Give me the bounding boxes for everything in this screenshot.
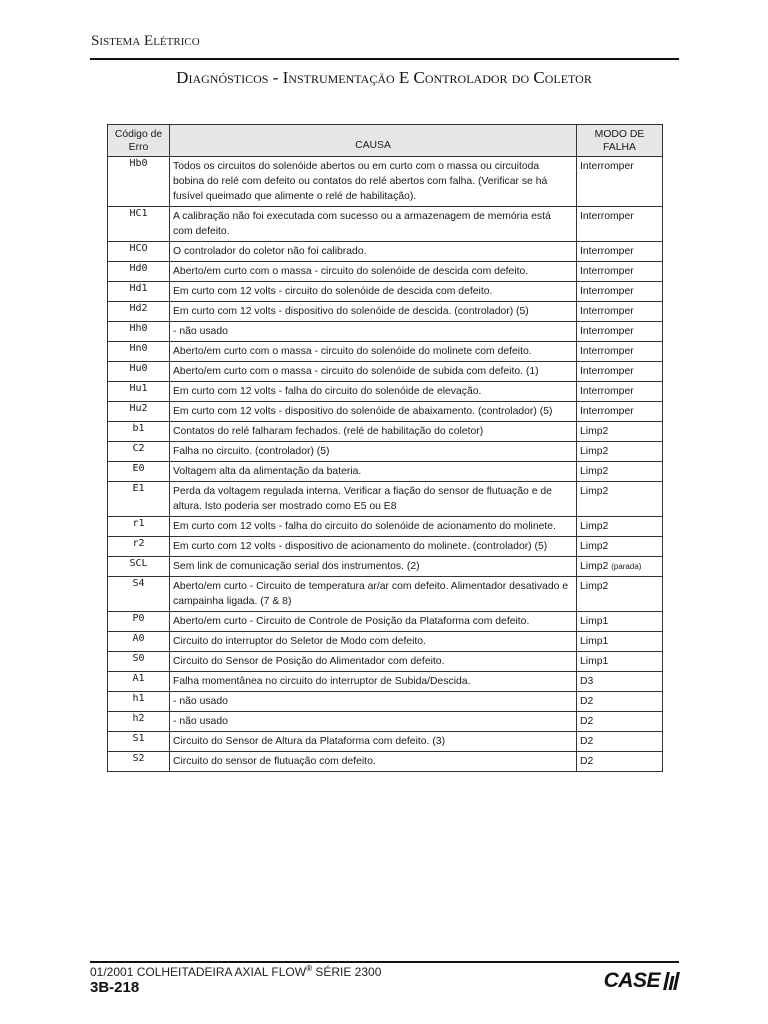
error-code: Hd2 <box>108 302 170 322</box>
ih-mark-icon <box>665 972 678 990</box>
failure-mode-value: Limp2 <box>580 486 609 497</box>
failure-mode <box>577 537 663 557</box>
failure-mode-value: D3 <box>580 676 594 687</box>
error-cause: Falha momentânea no circuito do interruptor de Subida/Descida. <box>170 672 577 692</box>
error-code: Hu0 <box>108 362 170 382</box>
table-row <box>108 402 663 422</box>
failure-mode-value: Limp2 <box>580 446 609 457</box>
error-code: Hu2 <box>108 402 170 422</box>
error-code: P0 <box>108 612 170 632</box>
table-row <box>108 242 663 262</box>
table-row <box>108 692 663 712</box>
error-code: r2 <box>108 537 170 557</box>
failure-mode-value: D2 <box>580 696 594 707</box>
failure-mode-value: Limp1 <box>580 616 609 627</box>
table-row <box>108 322 663 342</box>
failure-mode <box>577 382 663 402</box>
failure-mode <box>577 282 663 302</box>
table-row <box>108 207 663 242</box>
failure-mode <box>577 157 663 207</box>
table-row <box>108 712 663 732</box>
error-cause: Em curto com 12 volts - circuito do solenóide de descida com defeito. <box>170 282 577 302</box>
error-code: h1 <box>108 692 170 712</box>
error-cause: A calibração não foi executada com sucesso ou a armazenagem de memória está com defeito. <box>170 207 577 242</box>
failure-mode <box>577 462 663 482</box>
error-code: A1 <box>108 672 170 692</box>
error-cause: Em curto com 12 volts - dispositivo de acionamento do molinete. (controlador) (5) <box>170 537 577 557</box>
failure-mode-value: Interromper <box>580 346 634 357</box>
table-row <box>108 157 663 207</box>
table-row <box>108 652 663 672</box>
failure-mode-value: Limp2 <box>580 561 609 572</box>
table-row <box>108 612 663 632</box>
failure-mode <box>577 302 663 322</box>
error-cause: Contatos do relé falharam fechados. (relé de habilitação do coletor) <box>170 422 577 442</box>
error-cause: Em curto com 12 volts - falha do circuito do solenóide de elevação. <box>170 382 577 402</box>
table-row <box>108 752 663 772</box>
error-cause: Em curto com 12 volts - falha do circuito do solenóide de acionamento do molinete. <box>170 517 577 537</box>
table-row <box>108 557 663 577</box>
error-cause: - não usado <box>170 712 577 732</box>
header-rule <box>90 58 679 60</box>
error-cause: Voltagem alta da alimentação da bateria. <box>170 462 577 482</box>
error-cause: O controlador do coletor não foi calibrado. <box>170 242 577 262</box>
error-code: Hh0 <box>108 322 170 342</box>
table-row <box>108 382 663 402</box>
error-code: E1 <box>108 482 170 517</box>
failure-mode-value: Interromper <box>580 386 634 397</box>
failure-mode <box>577 612 663 632</box>
failure-mode-value: Limp1 <box>580 656 609 667</box>
error-cause: Circuito do Sensor de Altura da Plataforma com defeito. (3) <box>170 732 577 752</box>
failure-mode <box>577 517 663 537</box>
failure-mode-value: D2 <box>580 756 594 767</box>
failure-mode <box>577 577 663 612</box>
failure-mode-value: Limp2 <box>580 466 609 477</box>
table-row <box>108 362 663 382</box>
failure-mode-value: Limp2 <box>580 541 609 552</box>
footer-rule <box>90 961 679 963</box>
table-row <box>108 672 663 692</box>
failure-mode-value: Interromper <box>580 306 634 317</box>
error-cause: Circuito do interruptor do Seletor de Modo com defeito. <box>170 632 577 652</box>
failure-mode <box>577 242 663 262</box>
failure-mode-value: Interromper <box>580 366 634 377</box>
failure-mode-value: Interromper <box>580 161 634 172</box>
failure-mode <box>577 652 663 672</box>
failure-mode-value: Limp2 <box>580 521 609 532</box>
error-cause: Sem link de comunicação serial dos instrumentos. (2) <box>170 557 577 577</box>
failure-mode-value: D2 <box>580 736 594 747</box>
case-ih-logo <box>582 966 678 996</box>
failure-mode <box>577 712 663 732</box>
error-cause: Aberto/em curto - Circuito de temperatura ar/ar com defeito. Alimentador desativado e campainha ligada. (7 & 8) <box>170 577 577 612</box>
failure-mode <box>577 557 663 577</box>
error-cause: Aberto/em curto com o massa - circuito do solenóide do molinete com defeito. <box>170 342 577 362</box>
failure-mode <box>577 322 663 342</box>
error-code: h2 <box>108 712 170 732</box>
error-cause: Em curto com 12 volts - dispositivo do solenóide de abaixamento. (controlador) (5) <box>170 402 577 422</box>
table-row <box>108 422 663 442</box>
error-code: C2 <box>108 442 170 462</box>
footer-edition-suffix: SÉRIE 2300 <box>312 965 382 979</box>
failure-mode <box>577 732 663 752</box>
error-cause: Perda da voltagem regulada interna. Verificar a fiação do sensor de flutuação e de altura. Isto poderia ser mostrado como E5 ou E8 <box>170 482 577 517</box>
failure-mode-value: Interromper <box>580 266 634 277</box>
error-code: Hb0 <box>108 157 170 207</box>
footer-edition-prefix: 01/2001 COLHEITADEIRA AXIAL FLOW <box>90 965 307 979</box>
table-row <box>108 482 663 517</box>
table-row <box>108 302 663 322</box>
table-row <box>108 537 663 557</box>
error-cause: - não usado <box>170 322 577 342</box>
error-code: SCL <box>108 557 170 577</box>
table-row <box>108 517 663 537</box>
error-cause: Aberto/em curto com o massa - circuito do solenóide de descida com defeito. <box>170 262 577 282</box>
table-row <box>108 462 663 482</box>
logo-text: CASE <box>603 969 660 992</box>
error-code: HCO <box>108 242 170 262</box>
error-code: Hu1 <box>108 382 170 402</box>
registered-mark: ® <box>306 964 312 973</box>
error-code: HC1 <box>108 207 170 242</box>
failure-mode <box>577 362 663 382</box>
table-row <box>108 632 663 652</box>
error-code: Hn0 <box>108 342 170 362</box>
error-code: S2 <box>108 752 170 772</box>
failure-mode-value: Interromper <box>580 406 634 417</box>
failure-mode <box>577 262 663 282</box>
error-cause: Aberto/em curto - Circuito de Controle de Posição da Plataforma com defeito. <box>170 612 577 632</box>
failure-mode <box>577 672 663 692</box>
failure-mode <box>577 442 663 462</box>
failure-mode <box>577 632 663 652</box>
column-header-mode: MODO DE FALHA <box>577 125 663 157</box>
table-row <box>108 262 663 282</box>
error-code: Hd1 <box>108 282 170 302</box>
error-cause: Em curto com 12 volts - dispositivo do solenóide de descida. (controlador) (5) <box>170 302 577 322</box>
error-cause: Todos os circuitos do solenóide abertos ou em curto com o massa ou circuitoda bobina do relé com defeito ou contatos do relé abertos com falha. (Verificar se há fusível queimado que alimente o relé de habilitação). <box>170 157 577 207</box>
failure-mode <box>577 422 663 442</box>
error-cause: Circuito do sensor de flutuação com defeito. <box>170 752 577 772</box>
error-code: r1 <box>108 517 170 537</box>
error-code: S1 <box>108 732 170 752</box>
table-row <box>108 342 663 362</box>
failure-mode-note: (parada) <box>611 562 642 571</box>
error-code-table <box>107 124 663 772</box>
error-cause: Aberto/em curto com o massa - circuito do solenóide de subida com defeito. (1) <box>170 362 577 382</box>
failure-mode-value: Limp2 <box>580 581 609 592</box>
failure-mode <box>577 342 663 362</box>
table-header-row <box>108 125 663 157</box>
error-code: A0 <box>108 632 170 652</box>
failure-mode-value: Limp2 <box>580 426 609 437</box>
failure-mode-value: Interromper <box>580 246 634 257</box>
table-row <box>108 442 663 462</box>
error-code: E0 <box>108 462 170 482</box>
page-title: Diagnósticos - Instrumentação E Controlador do Coletor <box>176 68 592 87</box>
section-header: Sistema Elétrico <box>91 33 200 49</box>
failure-mode-value: Interromper <box>580 211 634 222</box>
footer-edition <box>90 964 381 979</box>
table-row <box>108 282 663 302</box>
error-code: b1 <box>108 422 170 442</box>
error-code: Hd0 <box>108 262 170 282</box>
failure-mode <box>577 402 663 422</box>
table-row <box>108 732 663 752</box>
failure-mode-value: D2 <box>580 716 594 727</box>
error-cause: - não usado <box>170 692 577 712</box>
failure-mode <box>577 207 663 242</box>
failure-mode <box>577 752 663 772</box>
failure-mode-value: Interromper <box>580 326 634 337</box>
failure-mode <box>577 482 663 517</box>
column-header-code: Código de Erro <box>108 125 170 157</box>
failure-mode-value: Interromper <box>580 286 634 297</box>
failure-mode <box>577 692 663 712</box>
error-cause: Circuito do Sensor de Posição do Alimentador com defeito. <box>170 652 577 672</box>
error-code: S0 <box>108 652 170 672</box>
column-header-cause: CAUSA <box>170 125 577 157</box>
table-body <box>108 157 663 772</box>
page-number: 3B-218 <box>90 979 140 996</box>
table-row <box>108 577 663 612</box>
error-code: S4 <box>108 577 170 612</box>
failure-mode-value: Limp1 <box>580 636 609 647</box>
error-cause: Falha no circuito. (controlador) (5) <box>170 442 577 462</box>
